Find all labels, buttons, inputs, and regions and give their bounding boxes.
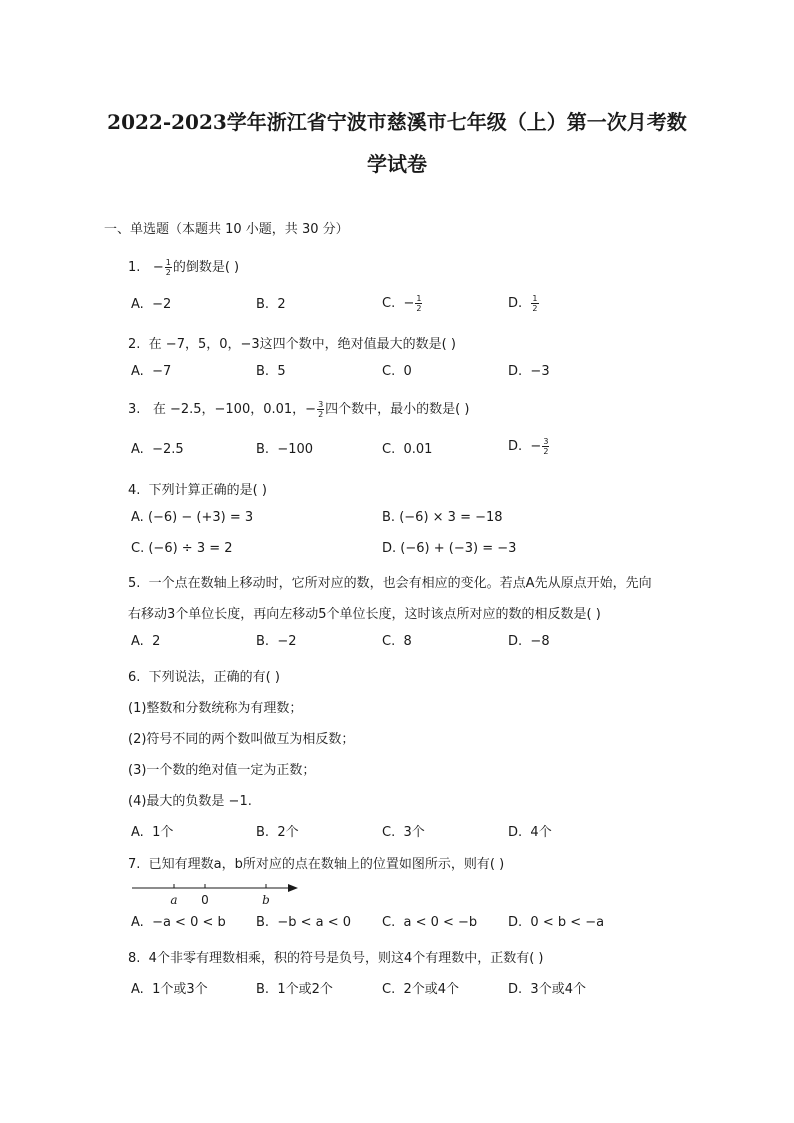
option-b bbox=[382, 510, 503, 525]
option-label: A. bbox=[131, 297, 144, 312]
option-c bbox=[382, 821, 425, 840]
option-label: A. bbox=[131, 510, 144, 525]
option-b bbox=[256, 978, 333, 997]
question-stem: 一个点在数轴上移动时，它所对应的数，也会有相应的变化。若点A先从原点开始，先向 bbox=[148, 576, 652, 591]
option-b bbox=[256, 634, 297, 649]
option-label: D. bbox=[508, 439, 523, 454]
option-text: 2个或4个 bbox=[403, 982, 460, 997]
option-a bbox=[131, 297, 171, 312]
question-stem: 4个非零有理数相乘，积的符号是负号，则这4个有理数中，正数有( ) bbox=[148, 951, 544, 966]
option-c bbox=[382, 364, 412, 379]
option-label: C. bbox=[382, 634, 396, 649]
label-b: b bbox=[262, 893, 270, 907]
option-text: 2 bbox=[152, 634, 161, 649]
question-stem: 在 −7，5，0，−3这四个数中，绝对值最大的数是( ) bbox=[148, 337, 456, 352]
option-c bbox=[382, 442, 432, 457]
fraction bbox=[415, 294, 422, 313]
fraction-denominator: 2 bbox=[318, 410, 324, 419]
option-text: a < 0 < −b bbox=[403, 915, 478, 930]
option-a bbox=[131, 821, 173, 840]
fraction-denominator: 2 bbox=[543, 447, 549, 456]
option-label: A. bbox=[131, 364, 144, 379]
option-text: −a < 0 < b bbox=[152, 915, 226, 930]
question-number: 5. bbox=[128, 576, 141, 591]
question-6 bbox=[128, 666, 280, 685]
option-label: B. bbox=[256, 982, 270, 997]
option-d bbox=[508, 294, 540, 313]
option-text: 1个或3个 bbox=[152, 982, 208, 997]
question-stem-pre: − bbox=[152, 260, 164, 275]
statement-2: (2)符号不同的两个数叫做互为相反数； bbox=[128, 732, 355, 747]
fraction-numerator: 1 bbox=[532, 294, 538, 303]
option-d bbox=[508, 364, 550, 379]
question-stem: 下列计算正确的是( ) bbox=[148, 483, 267, 498]
option-label: C. bbox=[382, 915, 396, 930]
option-label: C. bbox=[131, 541, 145, 556]
option-b bbox=[256, 915, 351, 930]
option-d bbox=[508, 821, 552, 840]
question-5 bbox=[128, 572, 652, 591]
option-text: −7 bbox=[152, 364, 172, 379]
option-a bbox=[131, 364, 171, 379]
option-label: B. bbox=[256, 915, 270, 930]
option-c bbox=[382, 294, 423, 313]
option-a bbox=[131, 634, 160, 649]
option-label: C. bbox=[382, 442, 396, 457]
question-2 bbox=[128, 333, 456, 352]
option-d bbox=[508, 978, 586, 997]
option-label: D. bbox=[382, 541, 397, 556]
question-8 bbox=[128, 947, 544, 966]
option-text: (−6) × 3 = −18 bbox=[399, 510, 503, 525]
section-heading: 一、单选题（本题共 10 小题，共 30 分） bbox=[104, 222, 349, 237]
option-text: 8 bbox=[403, 634, 412, 649]
question-stem: 下列说法，正确的有( ) bbox=[148, 670, 280, 685]
option-text: − bbox=[403, 296, 415, 311]
option-a bbox=[131, 442, 184, 457]
option-label: C. bbox=[382, 825, 396, 840]
fraction-numerator: 3 bbox=[543, 437, 549, 446]
option-label: C. bbox=[382, 296, 396, 311]
label-0: 0 bbox=[201, 893, 209, 907]
option-label: D. bbox=[508, 825, 523, 840]
option-label: D. bbox=[508, 982, 523, 997]
option-text: 2个 bbox=[277, 825, 299, 840]
fraction bbox=[317, 400, 324, 419]
question-stem-post: 的倒数是( ) bbox=[172, 260, 240, 275]
option-text: −3 bbox=[530, 364, 550, 379]
option-label: D. bbox=[508, 364, 523, 379]
option-c bbox=[382, 978, 459, 997]
question-1 bbox=[128, 256, 239, 277]
question-number: 7. bbox=[128, 857, 141, 872]
option-text: 0 bbox=[403, 364, 412, 379]
option-label: A. bbox=[131, 442, 144, 457]
option-label: A. bbox=[131, 825, 144, 840]
option-a bbox=[131, 915, 226, 930]
question-number: 3. bbox=[128, 402, 141, 417]
option-text: −2 bbox=[277, 634, 297, 649]
question-stem: 已知有理数a，b所对应的点在数轴上的位置如图所示，则有( ) bbox=[148, 857, 505, 872]
option-text: 1个或2个 bbox=[277, 982, 333, 997]
option-d bbox=[508, 634, 550, 649]
option-text: (−6) ÷ 3 = 2 bbox=[148, 541, 233, 556]
question-number: 4. bbox=[128, 483, 141, 498]
option-c bbox=[382, 634, 412, 649]
option-b bbox=[256, 297, 286, 312]
question-stem-pre: 在 −2.5，−100，0.01，− bbox=[152, 402, 317, 417]
option-label: B. bbox=[256, 442, 270, 457]
option-a bbox=[131, 510, 253, 525]
option-text: −2.5 bbox=[152, 442, 184, 457]
option-d bbox=[382, 541, 516, 556]
option-text: 3个 bbox=[403, 825, 425, 840]
option-text: −100 bbox=[277, 442, 314, 457]
fraction bbox=[542, 437, 549, 456]
option-label: B. bbox=[256, 825, 270, 840]
statement-3: (3)一个数的绝对值一定为正数； bbox=[128, 763, 316, 778]
option-text: −2 bbox=[152, 297, 172, 312]
question-7 bbox=[128, 853, 504, 872]
question-3 bbox=[128, 398, 469, 419]
option-text: 1个 bbox=[152, 825, 174, 840]
option-b bbox=[256, 442, 313, 457]
option-text: 4个 bbox=[530, 825, 552, 840]
option-label: A. bbox=[131, 982, 144, 997]
arrow-right-icon bbox=[288, 884, 298, 892]
option-text: 3个或4个 bbox=[530, 982, 586, 997]
option-text: (−6) − (+3) = 3 bbox=[147, 510, 254, 525]
label-a: a bbox=[170, 893, 178, 907]
fraction-numerator: 1 bbox=[416, 294, 422, 303]
option-text: 0.01 bbox=[403, 442, 433, 457]
fraction bbox=[531, 294, 538, 313]
option-label: B. bbox=[256, 634, 270, 649]
option-label: A. bbox=[131, 634, 144, 649]
option-text: 0 < b < −a bbox=[530, 915, 605, 930]
fraction-denominator: 2 bbox=[532, 304, 538, 313]
question-5-continued: 右移动3个单位长度，再向左移动5个单位长度，这时该点所对应的数的相反数是( ) bbox=[128, 607, 601, 622]
option-text: (−6) + (−3) = −3 bbox=[400, 541, 517, 556]
option-text: −8 bbox=[530, 634, 550, 649]
paper-title-line2: 学试卷 bbox=[367, 152, 427, 176]
question-stem-post: 四个数中，最小的数是( ) bbox=[325, 402, 470, 417]
option-d bbox=[508, 437, 550, 456]
option-label: B. bbox=[382, 510, 396, 525]
option-label: D. bbox=[508, 915, 523, 930]
option-c bbox=[382, 915, 477, 930]
option-text: 2 bbox=[277, 297, 286, 312]
question-number: 8. bbox=[128, 951, 141, 966]
statement-4: (4)最大的负数是 −1. bbox=[128, 794, 252, 809]
fraction bbox=[165, 258, 172, 277]
option-a bbox=[131, 978, 208, 997]
fraction-denominator: 2 bbox=[165, 268, 171, 277]
fraction-numerator: 3 bbox=[318, 400, 324, 409]
option-text: − bbox=[530, 439, 542, 454]
option-label: C. bbox=[382, 982, 396, 997]
question-number: 2. bbox=[128, 337, 141, 352]
question-number: 6. bbox=[128, 670, 141, 685]
option-b bbox=[256, 364, 286, 379]
paper-title-line1: 2022-2023学年浙江省宁波市慈溪市七年级（上）第一次月考数 bbox=[107, 110, 687, 134]
option-c bbox=[131, 541, 233, 556]
option-label: B. bbox=[256, 364, 270, 379]
option-text: 5 bbox=[277, 364, 286, 379]
question-number: 1. bbox=[128, 260, 141, 275]
statement-1: (1)整数和分数统称为有理数； bbox=[128, 701, 303, 716]
question-4 bbox=[128, 479, 267, 498]
fraction-numerator: 1 bbox=[165, 258, 171, 267]
number-line-figure bbox=[128, 878, 308, 912]
option-text: −b < a < 0 bbox=[277, 915, 352, 930]
option-label: D. bbox=[508, 634, 523, 649]
option-label: A. bbox=[131, 915, 144, 930]
option-label: B. bbox=[256, 297, 270, 312]
fraction-denominator: 2 bbox=[416, 304, 422, 313]
option-label: C. bbox=[382, 364, 396, 379]
option-b bbox=[256, 821, 299, 840]
option-d bbox=[508, 915, 604, 930]
option-label: D. bbox=[508, 296, 523, 311]
